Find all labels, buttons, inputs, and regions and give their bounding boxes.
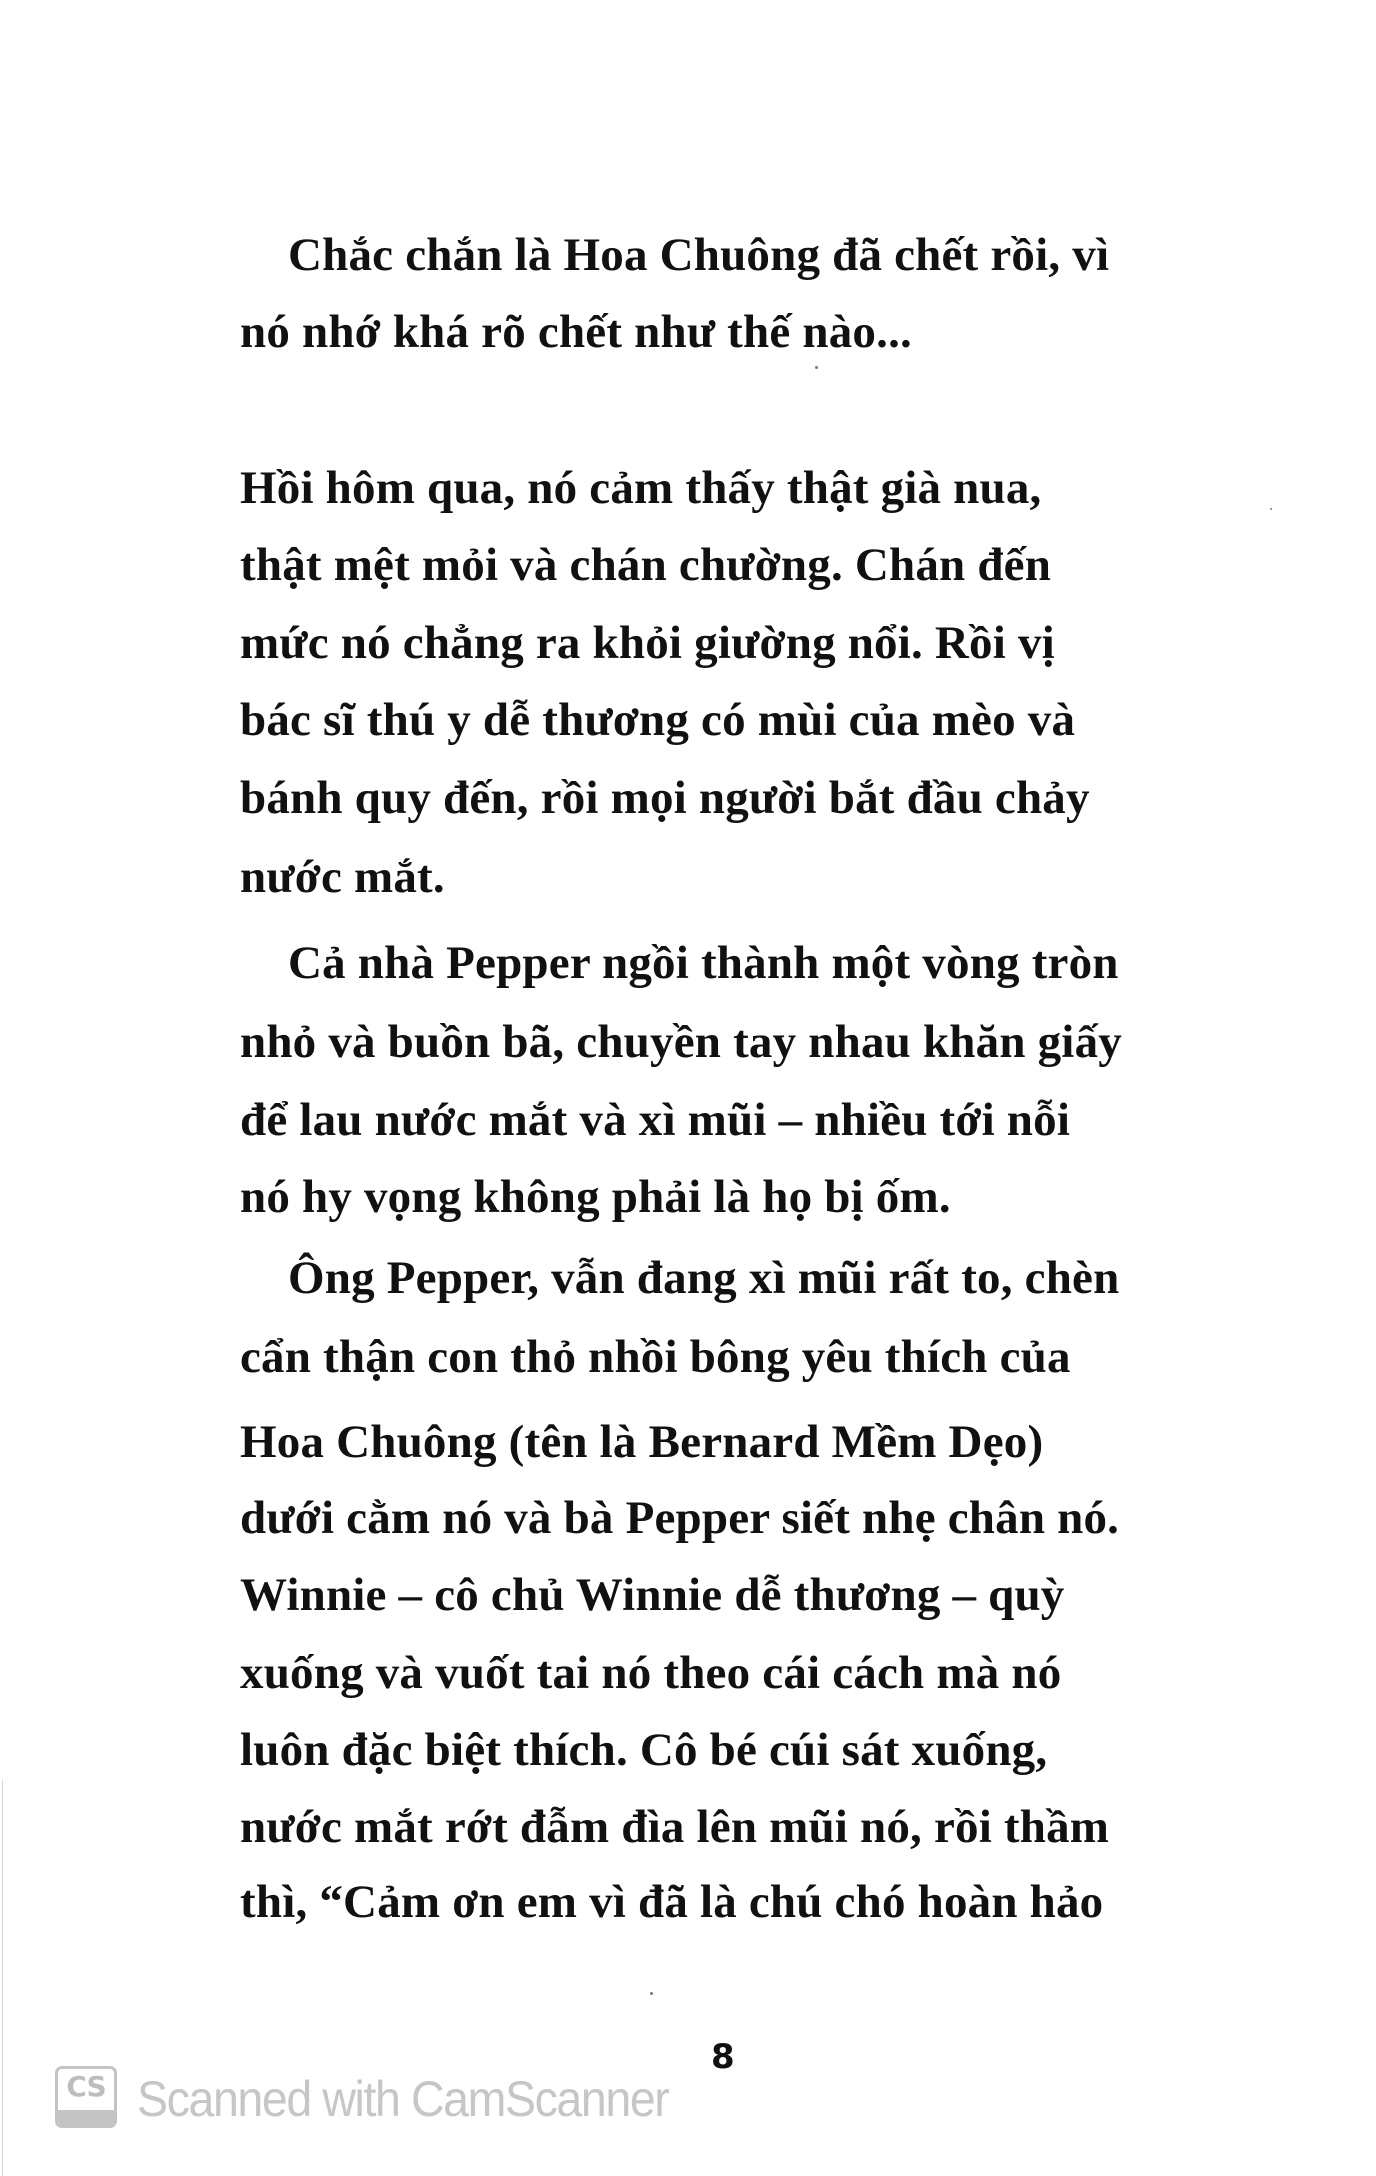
text-line: Hoa Chuông (tên là Bernard Mềm Dẹo): [240, 1416, 1044, 1468]
text-line: Ông Pepper, vẫn đang xì mũi rất to, chèn: [288, 1252, 1120, 1304]
text-line: Cả nhà Pepper ngồi thành một vòng tròn: [288, 937, 1119, 989]
scan-speck: [1270, 508, 1272, 510]
text-line: nó nhớ khá rõ chết như thế nào...: [240, 306, 912, 358]
text-line: nước mắt.: [240, 851, 445, 903]
text-line: Hồi hôm qua, nó cảm thấy thật già nua,: [240, 462, 1042, 514]
text-line: luôn đặc biệt thích. Cô bé cúi sát xuống,: [240, 1724, 1048, 1776]
text-line: bác sĩ thú y dễ thương có mùi của mèo và: [240, 694, 1076, 746]
scan-speck: [650, 1992, 653, 1995]
text-line: thì, “Cảm ơn em vì đã là chú chó hoàn hảo: [240, 1876, 1104, 1928]
scan-edge-line: [2, 1780, 3, 2176]
text-line: để lau nước mắt và xì mũi – nhiều tới nỗi: [240, 1094, 1071, 1146]
text-line: mức nó chẳng ra khỏi giường nổi. Rồi vị: [240, 617, 1055, 669]
camscanner-watermark: [55, 2066, 708, 2128]
camscanner-logo-icon: [55, 2066, 117, 2128]
text-line: nó hy vọng không phải là họ bị ốm.: [240, 1171, 951, 1223]
logo-band: [58, 2110, 114, 2125]
watermark-text: Scanned with CamScanner: [137, 2071, 669, 2127]
page-number: 8: [711, 2037, 735, 2077]
text-line: nước mắt rớt đẫm đìa lên mũi nó, rồi thầm: [240, 1801, 1110, 1853]
text-line: Winnie – cô chủ Winnie dễ thương – quỳ: [240, 1569, 1065, 1621]
text-line: Chắc chắn là Hoa Chuông đã chết rồi, vì: [288, 229, 1110, 281]
scan-speck: [815, 366, 818, 369]
text-line: xuống và vuốt tai nó theo cái cách mà nó: [240, 1647, 1062, 1699]
text-line: nhỏ và buồn bã, chuyền tay nhau khăn giấy: [240, 1016, 1122, 1068]
text-line: dưới cằm nó và bà Pepper siết nhẹ chân nó.: [240, 1492, 1120, 1544]
text-line: cẩn thận con thỏ nhồi bông yêu thích của: [240, 1331, 1071, 1383]
camscanner-logo-text: CS: [66, 2070, 106, 2103]
text-line: thật mệt mỏi và chán chường. Chán đến: [240, 539, 1052, 591]
text-line: bánh quy đến, rồi mọi người bắt đầu chảy: [240, 772, 1090, 824]
